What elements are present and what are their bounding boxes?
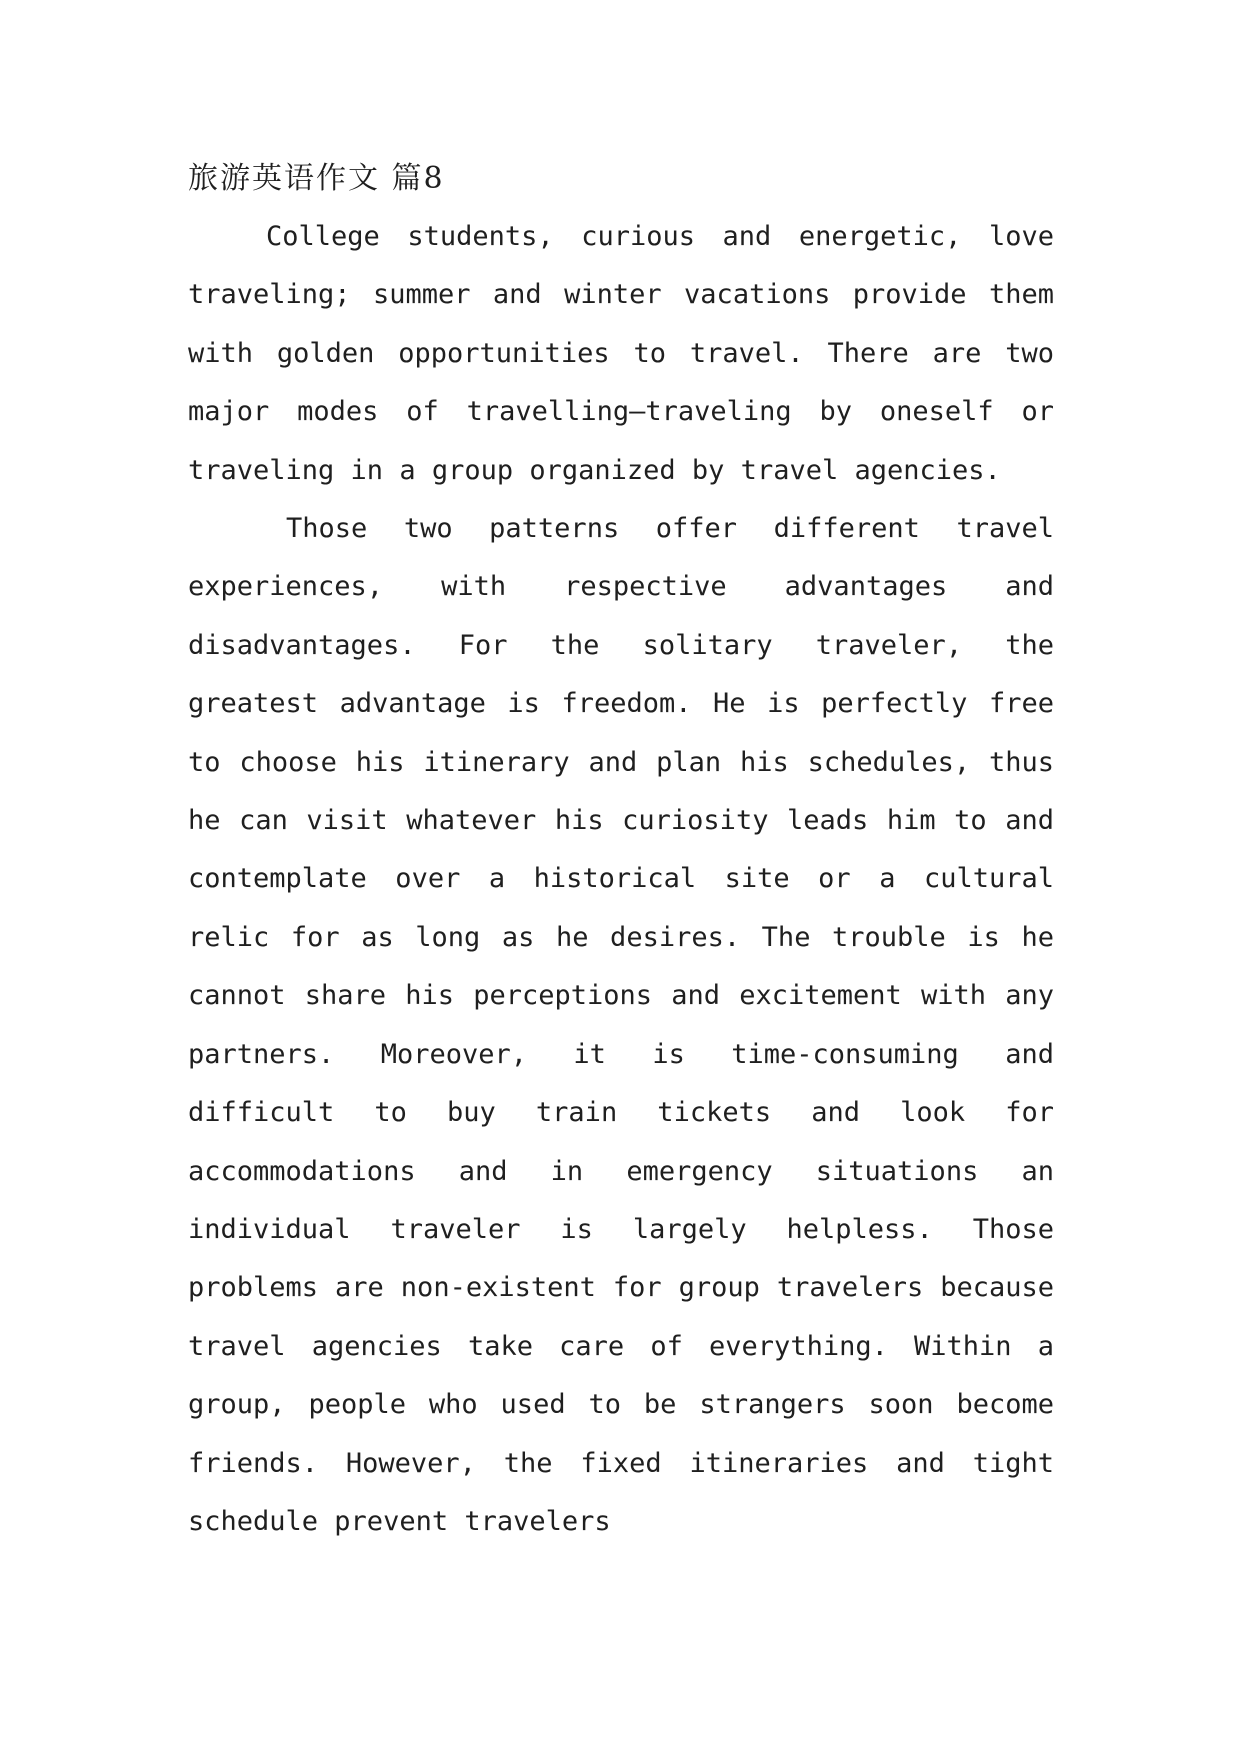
paragraph-comparison: Those two patterns offer different travel experiences, with respective advantages and disadvantages. For the solitary traveler, the greatest advantage is freedom. He is perfectly free to choose his itinerary and plan his schedules, thus he can visit whatever his curiosity leads him to and contemplate over a historical site or a cultural relic for as long as he desires. The trouble is he cannot share his perceptions and excitement with any partners. Moreover, it is time-consuming and difficult to buy train tickets and look for accommodations and in emergency situations an individual traveler is largely helpless. Those problems are non-existent for group travelers because travel agencies take care of everything. Within a group, people who used to be strangers soon become friends. However, the fixed itineraries and tight schedule prevent travelers: [188, 513, 1054, 1537]
document-heading: 旅游英语作文 篇8: [188, 161, 445, 196]
document-page: [188, 150, 1054, 1551]
paragraph-intro: College students, curious and energetic, love traveling; summer and winter vacations provide them with golden opportunities to travel. There are two major modes of travelling—traveling by oneself or traveling in a group organized by travel agencies.: [188, 221, 1054, 486]
